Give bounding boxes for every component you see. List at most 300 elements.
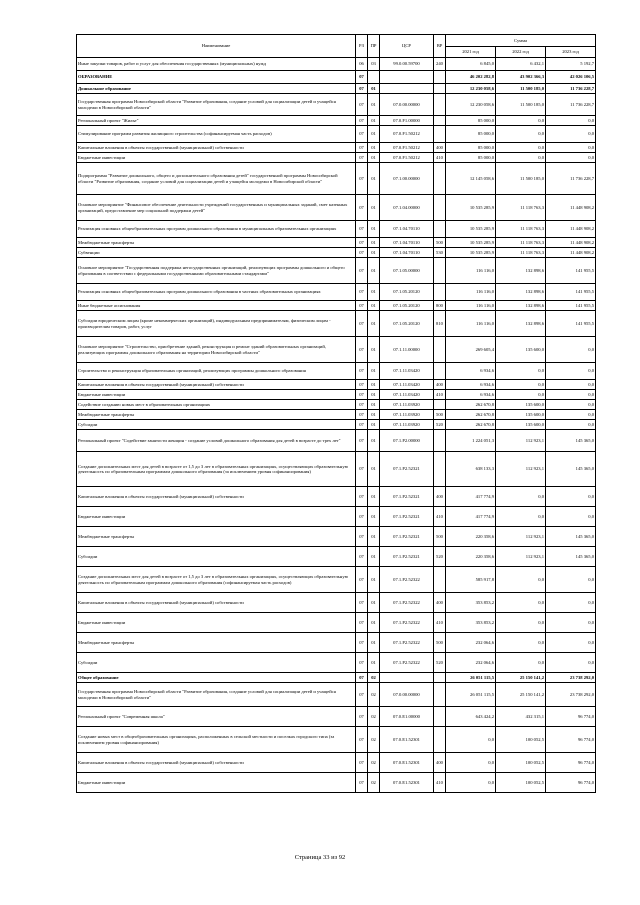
cell-csr: 07.0.00.00000 bbox=[380, 683, 434, 707]
cell-csr: 07.1.04.70110 bbox=[380, 221, 434, 238]
cell-pr: 01 bbox=[368, 507, 380, 527]
table-header bbox=[77, 35, 596, 58]
cell-name: Строительство и реконструкция образовательных организаций, реализующих программы дошкольного образования bbox=[77, 363, 356, 380]
cell-pr: 01 bbox=[368, 143, 380, 153]
cell-csr: 07.0.E1.00000 bbox=[380, 707, 434, 727]
cell-csr: 07.0.E1.52301 bbox=[380, 753, 434, 773]
cell-rz: 07 bbox=[356, 727, 368, 753]
cell-rz: 07 bbox=[356, 452, 368, 487]
cell-name: Субсидии bbox=[77, 653, 356, 673]
cell-name: Капитальные вложения в объекты государственной (муниципальной) собственности bbox=[77, 380, 356, 390]
table-row bbox=[77, 363, 596, 380]
cell-csr: 07.1.00.00000 bbox=[380, 163, 434, 195]
cell-v2: 132 898,6 bbox=[496, 258, 546, 284]
table-row bbox=[77, 284, 596, 301]
cell-vr: 400 bbox=[434, 593, 446, 613]
cell-name: Межбюджетные трансферты bbox=[77, 238, 356, 248]
budget-table bbox=[76, 34, 596, 793]
table-row bbox=[77, 94, 596, 116]
table-row bbox=[77, 301, 596, 311]
cell-rz: 07 bbox=[356, 400, 368, 410]
cell-pr: 01 bbox=[368, 390, 380, 400]
cell-name: Бюджетные инвестиции bbox=[77, 773, 356, 793]
cell-pr: 02 bbox=[368, 753, 380, 773]
cell-name: Бюджетные инвестиции bbox=[77, 153, 356, 163]
cell-name: Региональный проект "Современная школа" bbox=[77, 707, 356, 727]
table-row bbox=[77, 683, 596, 707]
cell-vr bbox=[434, 94, 446, 116]
cell-v1: 0,0 bbox=[446, 753, 496, 773]
cell-vr bbox=[434, 258, 446, 284]
cell-v1: 262 670,8 bbox=[446, 420, 496, 430]
cell-v3: 0,0 bbox=[546, 390, 596, 400]
cell-rz: 07 bbox=[356, 94, 368, 116]
cell-rz: 07 bbox=[356, 430, 368, 452]
table-row bbox=[77, 84, 596, 94]
cell-rz: 07 bbox=[356, 153, 368, 163]
cell-rz: 07 bbox=[356, 420, 368, 430]
cell-v3: 96 774,0 bbox=[546, 727, 596, 753]
cell-name: Подпрограмма "Развитие дошкольного, общего и дополнительного образования детей" государственной программы Новосибирской области "Развитие образования, создание условий для социализации детей и учащейся молодежи в Новосибирской области" bbox=[77, 163, 356, 195]
cell-v1: 232 064,6 bbox=[446, 633, 496, 653]
cell-vr bbox=[434, 284, 446, 301]
cell-v2: 135 600,0 bbox=[496, 410, 546, 420]
cell-vr bbox=[434, 126, 446, 143]
cell-v1: 353 853,2 bbox=[446, 593, 496, 613]
cell-v2: 0,0 bbox=[496, 363, 546, 380]
table-row bbox=[77, 547, 596, 567]
cell-v1: 262 670,8 bbox=[446, 400, 496, 410]
cell-rz: 07 bbox=[356, 673, 368, 683]
cell-csr: 07.0.E1.52301 bbox=[380, 727, 434, 753]
cell-csr: 07.1.P2.52321 bbox=[380, 527, 434, 547]
cell-v1: 10 535 285,9 bbox=[446, 221, 496, 238]
cell-pr: 01 bbox=[368, 593, 380, 613]
cell-csr bbox=[380, 84, 434, 94]
cell-v3: 0,0 bbox=[546, 613, 596, 633]
cell-rz: 07 bbox=[356, 410, 368, 420]
cell-rz: 07 bbox=[356, 163, 368, 195]
cell-rz: 07 bbox=[356, 311, 368, 337]
cell-v1: 26 051 115,5 bbox=[446, 683, 496, 707]
cell-csr: 07.1.04.00000 bbox=[380, 195, 434, 221]
cell-name: Основное мероприятие "Строительство, приобретение зданий, реконструкция и ремонт зданий образовательных организаций, реализующих программы дошкольного образования на территории Новосибирской области" bbox=[77, 337, 356, 363]
table-row bbox=[77, 593, 596, 613]
cell-csr: 07.0.E1.52301 bbox=[380, 773, 434, 793]
cell-rz: 07 bbox=[356, 487, 368, 507]
cell-pr bbox=[368, 71, 380, 84]
cell-name: Региональный проект "Содействие занятости женщин - создание условий дошкольного образования для детей в возрасте до трех лет" bbox=[77, 430, 356, 452]
cell-v2: 135 600,0 bbox=[496, 337, 546, 363]
cell-rz: 07 bbox=[356, 380, 368, 390]
cell-pr: 03 bbox=[368, 58, 380, 71]
cell-v3: 11 736 228,7 bbox=[546, 163, 596, 195]
cell-v3: 42 026 106,5 bbox=[546, 71, 596, 84]
table-row bbox=[77, 116, 596, 126]
cell-rz: 07 bbox=[356, 707, 368, 727]
cell-rz: 07 bbox=[356, 84, 368, 94]
cell-pr: 01 bbox=[368, 126, 380, 143]
cell-csr: 07.1.P2.52321 bbox=[380, 547, 434, 567]
header-rz: РЗ bbox=[356, 35, 368, 58]
cell-pr: 01 bbox=[368, 613, 380, 633]
table-row bbox=[77, 58, 596, 71]
cell-v3: 23 738 292,0 bbox=[546, 673, 596, 683]
cell-v3: 141 955,5 bbox=[546, 284, 596, 301]
cell-vr bbox=[434, 163, 446, 195]
cell-csr: 07.1.11.03420 bbox=[380, 390, 434, 400]
cell-rz: 07 bbox=[356, 195, 368, 221]
table-row bbox=[77, 248, 596, 258]
cell-v3: 0,0 bbox=[546, 143, 596, 153]
cell-v2: 132 898,6 bbox=[496, 301, 546, 311]
cell-v2: 0,0 bbox=[496, 613, 546, 633]
cell-pr: 01 bbox=[368, 363, 380, 380]
cell-pr: 01 bbox=[368, 430, 380, 452]
cell-v3: 0,0 bbox=[546, 126, 596, 143]
cell-v1: 10 535 285,9 bbox=[446, 238, 496, 248]
cell-v1: 417 774,9 bbox=[446, 507, 496, 527]
cell-rz: 07 bbox=[356, 258, 368, 284]
cell-rz: 07 bbox=[356, 390, 368, 400]
cell-vr: 500 bbox=[434, 527, 446, 547]
table-row bbox=[77, 613, 596, 633]
cell-pr: 01 bbox=[368, 487, 380, 507]
cell-pr: 01 bbox=[368, 337, 380, 363]
cell-pr: 01 bbox=[368, 153, 380, 163]
cell-v3: 5 192,7 bbox=[546, 58, 596, 71]
cell-v1: 12 230 058,6 bbox=[446, 84, 496, 94]
cell-v3: 141 955,5 bbox=[546, 311, 596, 337]
cell-name: Бюджетные инвестиции bbox=[77, 613, 356, 633]
table-row bbox=[77, 311, 596, 337]
cell-pr: 02 bbox=[368, 773, 380, 793]
cell-v2: 135 600,0 bbox=[496, 400, 546, 410]
cell-pr: 01 bbox=[368, 238, 380, 248]
cell-csr: 07.1.P2.52322 bbox=[380, 653, 434, 673]
cell-pr: 01 bbox=[368, 653, 380, 673]
header-name: Наименование bbox=[77, 35, 356, 58]
table-row bbox=[77, 258, 596, 284]
cell-vr: 400 bbox=[434, 143, 446, 153]
cell-pr: 01 bbox=[368, 420, 380, 430]
table-row bbox=[77, 527, 596, 547]
cell-pr: 01 bbox=[368, 163, 380, 195]
cell-v2: 11 118 763,3 bbox=[496, 221, 546, 238]
cell-pr: 01 bbox=[368, 567, 380, 593]
cell-v2: 432 315,1 bbox=[496, 707, 546, 727]
cell-pr: 01 bbox=[368, 527, 380, 547]
cell-v2: 0,0 bbox=[496, 126, 546, 143]
cell-v3: 0,0 bbox=[546, 567, 596, 593]
cell-name: Бюджетные инвестиции bbox=[77, 390, 356, 400]
cell-name: Капитальные вложения в объекты государственной (муниципальной) собственности bbox=[77, 593, 356, 613]
cell-v3: 141 955,5 bbox=[546, 258, 596, 284]
cell-pr: 01 bbox=[368, 284, 380, 301]
table-row bbox=[77, 653, 596, 673]
cell-csr: 07.1.P2.52322 bbox=[380, 567, 434, 593]
cell-pr: 01 bbox=[368, 94, 380, 116]
cell-v1: 85 000,0 bbox=[446, 126, 496, 143]
cell-v3: 11 736 228,7 bbox=[546, 94, 596, 116]
cell-v2: 100 052,5 bbox=[496, 727, 546, 753]
cell-vr bbox=[434, 116, 446, 126]
cell-vr: 400 bbox=[434, 487, 446, 507]
cell-csr: 07.1.P2.52321 bbox=[380, 487, 434, 507]
cell-vr bbox=[434, 707, 446, 727]
cell-vr bbox=[434, 683, 446, 707]
cell-v1: 0,0 bbox=[446, 773, 496, 793]
cell-v2: 11 500 185,0 bbox=[496, 163, 546, 195]
cell-v2: 132 898,6 bbox=[496, 284, 546, 301]
cell-v3: 145 365,0 bbox=[546, 430, 596, 452]
cell-name: Реализация основных общеобразовательных программ дошкольного образования в муниципальных образовательных организациях bbox=[77, 221, 356, 238]
cell-v2: 0,0 bbox=[496, 153, 546, 163]
cell-v1: 417 774,9 bbox=[446, 487, 496, 507]
cell-v3: 0,0 bbox=[546, 380, 596, 390]
cell-name: Иные закупки товаров, работ и услуг для обеспечения государственных (муниципальных) нужд bbox=[77, 58, 356, 71]
cell-name: Капитальные вложения в объекты государственной (муниципальной) собственности bbox=[77, 143, 356, 153]
cell-v1: 26 051 115,5 bbox=[446, 673, 496, 683]
cell-vr bbox=[434, 430, 446, 452]
cell-vr bbox=[434, 84, 446, 94]
cell-rz: 07 bbox=[356, 593, 368, 613]
cell-v3: 141 955,5 bbox=[546, 301, 596, 311]
cell-pr: 01 bbox=[368, 547, 380, 567]
cell-csr: 07.1.05.20120 bbox=[380, 284, 434, 301]
cell-csr: 07.1.11.03920 bbox=[380, 410, 434, 420]
cell-vr bbox=[434, 727, 446, 753]
cell-vr: 410 bbox=[434, 153, 446, 163]
cell-v2: 100 052,5 bbox=[496, 773, 546, 793]
cell-v1: 643 424,2 bbox=[446, 707, 496, 727]
cell-name: Межбюджетные трансферты bbox=[77, 633, 356, 653]
cell-v1: 6 845,0 bbox=[446, 58, 496, 71]
cell-vr: 500 bbox=[434, 238, 446, 248]
cell-v1: 1 224 051,3 bbox=[446, 430, 496, 452]
cell-v1: 220 358,6 bbox=[446, 547, 496, 567]
cell-rz: 07 bbox=[356, 143, 368, 153]
cell-v3: 0,0 bbox=[546, 653, 596, 673]
table-row bbox=[77, 221, 596, 238]
table-row bbox=[77, 195, 596, 221]
cell-v1: 85 000,0 bbox=[446, 153, 496, 163]
cell-name: Создание дополнительных мест для детей в возрасте от 1,5 до 3 лет в образовательных организациях, осуществляющих образовательную деятельность по образовательным программам дошкольного образования (за исключением уровня софинансирования) bbox=[77, 452, 356, 487]
table-row bbox=[77, 753, 596, 773]
cell-csr bbox=[380, 673, 434, 683]
cell-v2: 112 923,1 bbox=[496, 547, 546, 567]
cell-csr: 07.0.F1.00000 bbox=[380, 116, 434, 126]
cell-name: ОБРАЗОВАНИЕ bbox=[77, 71, 356, 84]
cell-v1: 116 116,0 bbox=[446, 284, 496, 301]
cell-name: Создание дополнительных мест для детей в возрасте от 1,5 до 3 лет в образовательных организациях, осуществляющих образовательную деятельность по образовательным программам дошкольного образования (софинансируемая часть расходов) bbox=[77, 567, 356, 593]
cell-csr: 07.1.04.70110 bbox=[380, 238, 434, 248]
cell-v1: 585 917,8 bbox=[446, 567, 496, 593]
cell-name: Межбюджетные трансферты bbox=[77, 410, 356, 420]
cell-v3: 96 774,0 bbox=[546, 773, 596, 793]
cell-pr: 02 bbox=[368, 673, 380, 683]
cell-csr: 07.1.05.00000 bbox=[380, 258, 434, 284]
table-row bbox=[77, 71, 596, 84]
header-csr: ЦСР bbox=[380, 35, 434, 58]
header-year-2021: 2021 год bbox=[446, 47, 496, 58]
cell-name: Субсидии юридическим лицам (кроме некоммерческих организаций), индивидуальным предпринимателям, физическим лицам - производителям товаров, работ, услуг bbox=[77, 311, 356, 337]
cell-rz: 07 bbox=[356, 363, 368, 380]
cell-v2: 0,0 bbox=[496, 507, 546, 527]
cell-pr: 01 bbox=[368, 116, 380, 126]
cell-name: Межбюджетные трансферты bbox=[77, 527, 356, 547]
cell-v1: 6 934,6 bbox=[446, 363, 496, 380]
cell-csr: 07.0.F1.50212 bbox=[380, 126, 434, 143]
cell-v3: 0,0 bbox=[546, 363, 596, 380]
cell-pr: 01 bbox=[368, 221, 380, 238]
cell-rz: 07 bbox=[356, 613, 368, 633]
cell-v1: 10 535 285,9 bbox=[446, 195, 496, 221]
cell-v2: 11 118 763,3 bbox=[496, 248, 546, 258]
cell-rz: 07 bbox=[356, 221, 368, 238]
cell-rz: 07 bbox=[356, 547, 368, 567]
cell-csr: 07.1.05.20120 bbox=[380, 311, 434, 337]
cell-csr: 07.1.P2.52322 bbox=[380, 613, 434, 633]
cell-v3: 23 738 292,0 bbox=[546, 683, 596, 707]
cell-v1: 85 000,0 bbox=[446, 116, 496, 126]
cell-csr: 07.1.05.20120 bbox=[380, 301, 434, 311]
cell-v3: 145 365,0 bbox=[546, 527, 596, 547]
cell-v1: 0,0 bbox=[446, 727, 496, 753]
cell-v1: 232 064,6 bbox=[446, 653, 496, 673]
table-row bbox=[77, 452, 596, 487]
cell-csr: 07.1.11.00000 bbox=[380, 337, 434, 363]
cell-pr: 01 bbox=[368, 195, 380, 221]
cell-name: Субвенции bbox=[77, 248, 356, 258]
cell-name: Капитальные вложения в объекты государственной (муниципальной) собственности bbox=[77, 753, 356, 773]
cell-pr: 01 bbox=[368, 452, 380, 487]
cell-vr: 520 bbox=[434, 653, 446, 673]
cell-v2: 43 902 366,3 bbox=[496, 71, 546, 84]
cell-rz: 07 bbox=[356, 753, 368, 773]
cell-pr: 01 bbox=[368, 400, 380, 410]
cell-csr: 07.0.00.00000 bbox=[380, 94, 434, 116]
cell-vr: 410 bbox=[434, 390, 446, 400]
cell-csr: 07.1.11.03420 bbox=[380, 380, 434, 390]
cell-pr: 01 bbox=[368, 248, 380, 258]
cell-v1: 116 116,0 bbox=[446, 301, 496, 311]
cell-vr: 410 bbox=[434, 507, 446, 527]
cell-v1: 638 133,3 bbox=[446, 452, 496, 487]
cell-v3: 0,0 bbox=[546, 410, 596, 420]
table-row bbox=[77, 238, 596, 248]
cell-csr: 07.1.11.03420 bbox=[380, 363, 434, 380]
cell-v2: 112 923,1 bbox=[496, 430, 546, 452]
cell-name: Основное мероприятие "Государственная поддержка негосударственных организаций, реализующих программы дошкольного и общего образования в соответствии с федеральными государственными образовательными стандартами" bbox=[77, 258, 356, 284]
cell-v2: 0,0 bbox=[496, 390, 546, 400]
table-row bbox=[77, 727, 596, 753]
cell-vr bbox=[434, 673, 446, 683]
cell-name: Основное мероприятие "Финансовое обеспечение деятельности учреждений государственных и муниципальных заданий, смет казенных организаций, предоставление мер социальной поддержки детей" bbox=[77, 195, 356, 221]
cell-v3: 11 448 908,2 bbox=[546, 195, 596, 221]
cell-v3: 145 365,0 bbox=[546, 547, 596, 567]
cell-csr: 07.0.F1.50212 bbox=[380, 143, 434, 153]
cell-v2: 0,0 bbox=[496, 143, 546, 153]
cell-v3: 11 448 908,2 bbox=[546, 238, 596, 248]
cell-pr: 01 bbox=[368, 410, 380, 420]
cell-v3: 0,0 bbox=[546, 420, 596, 430]
page-number: Страница 33 из 92 bbox=[294, 854, 346, 861]
cell-v2: 25 150 141,2 bbox=[496, 683, 546, 707]
cell-v1: 269 605,4 bbox=[446, 337, 496, 363]
cell-v1: 12 145 058,6 bbox=[446, 163, 496, 195]
cell-vr: 800 bbox=[434, 301, 446, 311]
cell-v3: 0,0 bbox=[546, 337, 596, 363]
table-row bbox=[77, 380, 596, 390]
table-row bbox=[77, 163, 596, 195]
cell-v2: 11 500 185,0 bbox=[496, 94, 546, 116]
cell-v2: 135 600,0 bbox=[496, 420, 546, 430]
cell-rz: 07 bbox=[356, 773, 368, 793]
cell-v1: 6 934,6 bbox=[446, 390, 496, 400]
cell-vr: 410 bbox=[434, 613, 446, 633]
cell-name: Государственная программа Новосибирской области "Развитие образования, создание условий для социализации детей и учащейся молодежи в Новосибирской области" bbox=[77, 683, 356, 707]
cell-v3: 0,0 bbox=[546, 507, 596, 527]
cell-v2: 0,0 bbox=[496, 633, 546, 653]
cell-vr: 400 bbox=[434, 380, 446, 390]
cell-v1: 12 230 058,6 bbox=[446, 94, 496, 116]
cell-v2: 132 898,6 bbox=[496, 311, 546, 337]
cell-v2: 112 923,1 bbox=[496, 527, 546, 547]
table-row bbox=[77, 143, 596, 153]
cell-v3: 11 448 908,2 bbox=[546, 221, 596, 238]
cell-vr bbox=[434, 221, 446, 238]
cell-rz: 07 bbox=[356, 116, 368, 126]
cell-vr bbox=[434, 337, 446, 363]
table-row bbox=[77, 773, 596, 793]
cell-vr: 520 bbox=[434, 547, 446, 567]
cell-name: Иные бюджетные ассигнования bbox=[77, 301, 356, 311]
cell-pr: 01 bbox=[368, 380, 380, 390]
cell-vr: 530 bbox=[434, 248, 446, 258]
cell-pr: 01 bbox=[368, 311, 380, 337]
header-vr: ВР bbox=[434, 35, 446, 58]
table-row bbox=[77, 153, 596, 163]
cell-v2: 0,0 bbox=[496, 116, 546, 126]
table-row bbox=[77, 567, 596, 593]
cell-v2: 11 118 763,3 bbox=[496, 238, 546, 248]
cell-v3: 96 774,0 bbox=[546, 707, 596, 727]
cell-csr: 99.0.00.59700 bbox=[380, 58, 434, 71]
cell-vr: 520 bbox=[434, 420, 446, 430]
table-row bbox=[77, 707, 596, 727]
cell-name: Государственная программа Новосибирской области "Развитие образования, создание условий для социализации детей и учащейся молодежи в Новосибирской области" bbox=[77, 94, 356, 116]
cell-vr: 240 bbox=[434, 58, 446, 71]
cell-v2: 0,0 bbox=[496, 593, 546, 613]
cell-csr: 07.1.P2.52321 bbox=[380, 507, 434, 527]
cell-csr: 07.1.04.70110 bbox=[380, 248, 434, 258]
cell-name: Стимулирование программ развития жилищного строительства (софинансируемая часть расходов) bbox=[77, 126, 356, 143]
cell-v2: 25 150 141,2 bbox=[496, 673, 546, 683]
cell-pr: 01 bbox=[368, 258, 380, 284]
cell-vr: 810 bbox=[434, 311, 446, 337]
cell-name: Дошкольное образование bbox=[77, 84, 356, 94]
cell-pr: 01 bbox=[368, 633, 380, 653]
cell-v1: 262 670,8 bbox=[446, 410, 496, 420]
table-row bbox=[77, 633, 596, 653]
cell-v2: 11 118 763,3 bbox=[496, 195, 546, 221]
cell-rz: 06 bbox=[356, 58, 368, 71]
header-pr: ПР bbox=[368, 35, 380, 58]
cell-v2: 112 923,1 bbox=[496, 452, 546, 487]
cell-v2: 100 052,5 bbox=[496, 753, 546, 773]
cell-csr: 07.1.P2.52322 bbox=[380, 633, 434, 653]
